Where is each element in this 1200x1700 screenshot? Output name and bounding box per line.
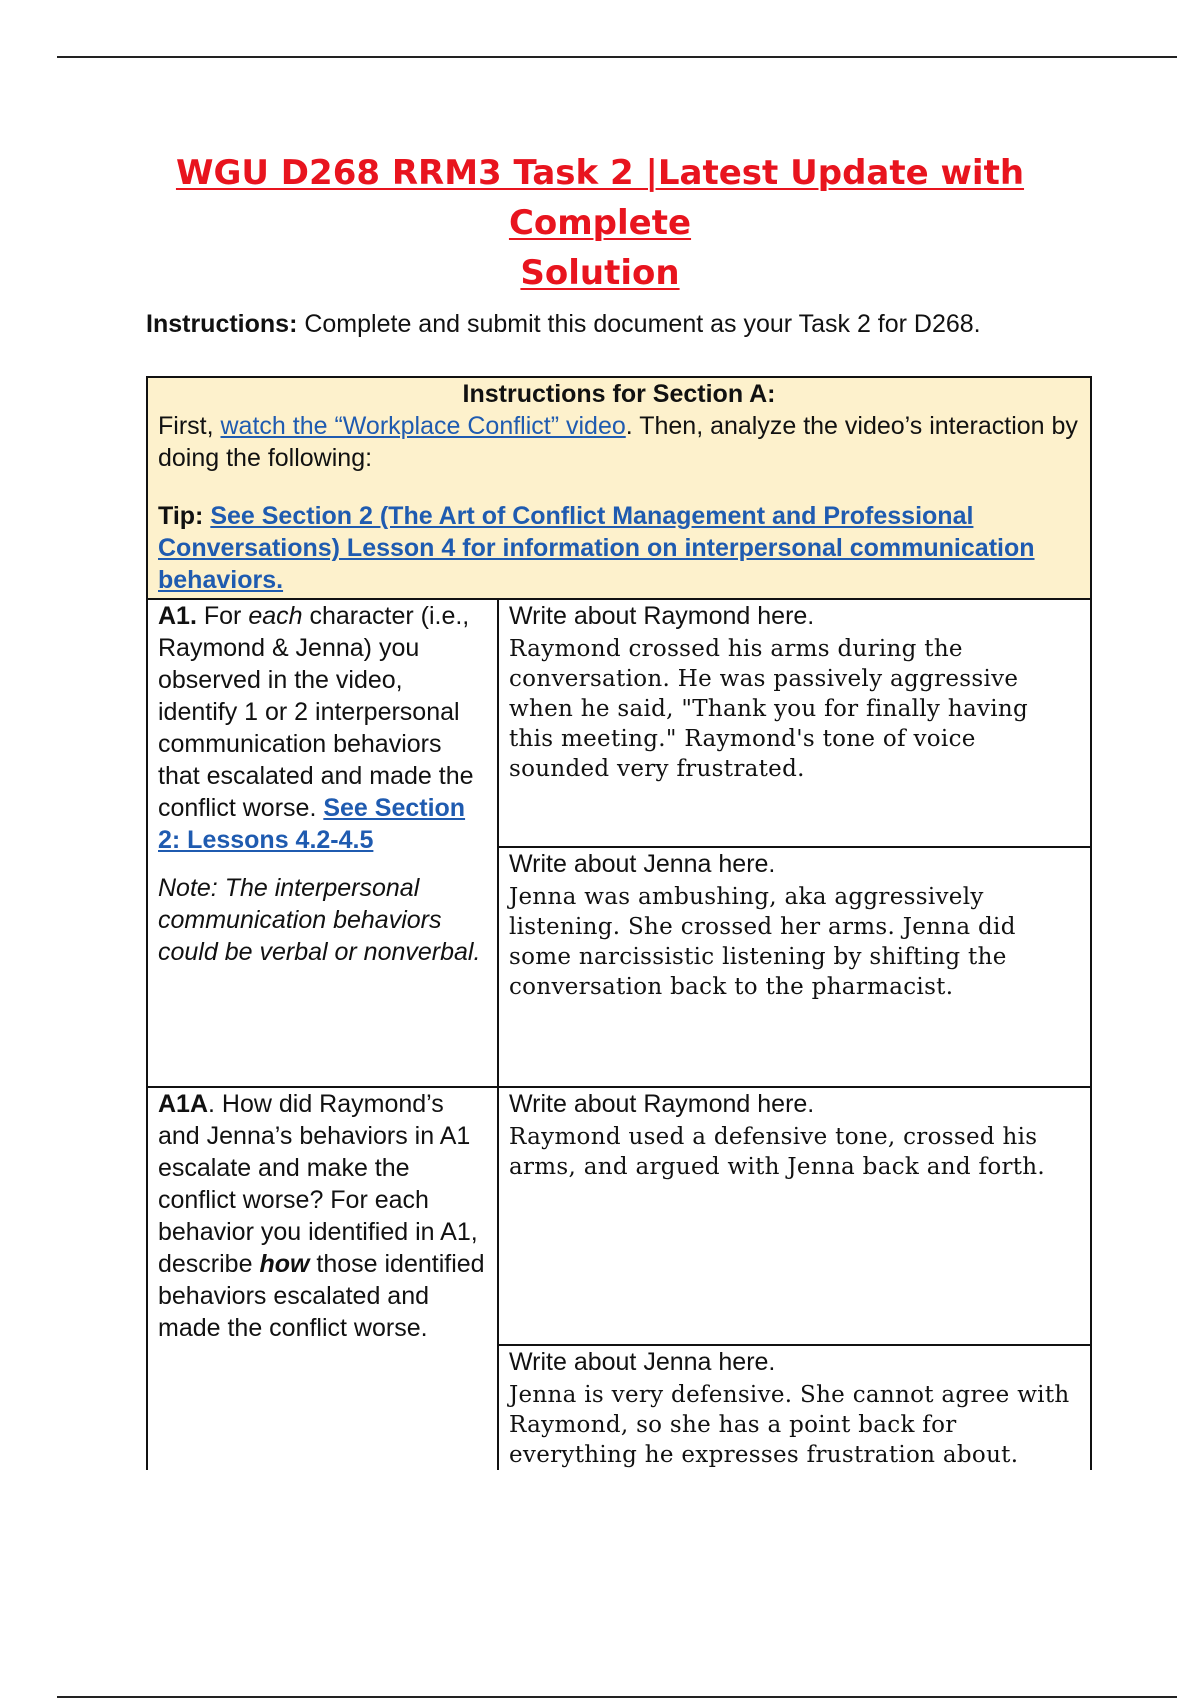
a1a-raymond-label: Write about Raymond here.: [509, 1090, 815, 1118]
document-title: [100, 148, 1100, 298]
a1a-jenna-answer[interactable]: Jenna is very defensive. She cannot agree with Raymond, so she has a point back for everything he expresses frustration about.: [509, 1382, 1070, 1468]
section-a-row: [147, 377, 1091, 599]
a1-question: [158, 600, 487, 856]
workplace-conflict-video-link[interactable]: watch the “Workplace Conflict” video: [220, 412, 626, 440]
a1-prompt: [147, 599, 498, 1087]
a1-label: A1.: [158, 602, 197, 630]
a1a-raymond-row: [147, 1087, 1091, 1345]
a1-raymond-label: Write about Raymond here.: [509, 602, 815, 630]
instructions-paragraph: [146, 308, 1046, 340]
a1-raymond-answer[interactable]: Raymond crossed his arms during the conversation. He was passively aggressive when he said, "Thank you for finally having this meeting." Raymond's tone of voice sounded very frustrated.: [509, 636, 1029, 782]
header-rule: [57, 56, 1177, 58]
a1a-text-pre: . How did Raymond’s and Jenna’s behaviors in A1 escalate and make the conflict worse? For each behavior you identified in A1, describe: [158, 1090, 478, 1278]
a1a-prompt: [147, 1087, 498, 1470]
a1-jenna-cell: [498, 847, 1091, 1087]
task-table: [146, 376, 1092, 1470]
instructions-text: Complete and submit this document as your Task 2 for D268.: [297, 310, 981, 338]
a1a-text-post: those identified behaviors escalated and made the conflict worse.: [158, 1250, 485, 1342]
a1-text-pre: For: [196, 602, 249, 630]
instructions-label: Instructions:: [146, 310, 298, 338]
a1-raymond-row: [147, 599, 1091, 847]
a1-lessons-link[interactable]: See Section 2: Lessons 4.2-4.5: [158, 794, 466, 854]
tip-link[interactable]: See Section 2 (The Art of Conflict Management and Professional Conversations) Lesson 4 for information on interpersonal communication behaviors.: [158, 502, 1035, 594]
a1-jenna-label: Write about Jenna here.: [509, 850, 776, 878]
a1a-jenna-cell: [498, 1345, 1091, 1470]
title-line-1: WGU D268 RRM3 Task 2 |Latest Update with Complete: [175, 153, 1025, 243]
a1a-label: A1A: [158, 1090, 209, 1118]
section-a-heading: Instructions for Section A:: [462, 380, 776, 408]
a1-note: Note: The interpersonal communication behaviors could be verbal or nonverbal.: [158, 874, 481, 966]
intro-post: . Then, analyze the video’s interaction by doing the following:: [158, 412, 1078, 472]
a1-jenna-answer[interactable]: Jenna was ambushing, aka aggressively listening. She crossed her arms. Jenna did some narcissistic listening by shifting the conversation back to the pharmacist.: [509, 884, 1016, 1000]
title-line-2: Solution: [520, 253, 680, 293]
section-a-instructions: [147, 377, 1091, 599]
a1a-text-em: how: [259, 1250, 310, 1278]
a1-raymond-cell: [498, 599, 1091, 847]
footer-rule: [57, 1696, 1177, 1698]
a1a-raymond-answer[interactable]: Raymond used a defensive tone, crossed his arms, and argued with Jenna back and forth.: [509, 1124, 1046, 1180]
a1-text-post: character (i.e., Raymond & Jenna) you observed in the video, identify 1 or 2 interpersonal communication behaviors that escalated and made the conflict worse.: [158, 602, 474, 822]
a1a-raymond-cell: [498, 1087, 1091, 1345]
a1a-jenna-label: Write about Jenna here.: [509, 1348, 776, 1376]
a1-text-em: each: [248, 602, 303, 630]
intro-pre: First,: [158, 412, 221, 440]
tip-label: Tip:: [158, 502, 204, 530]
a1a-question: [158, 1088, 487, 1344]
section-a-tip: [158, 500, 1080, 596]
section-a-intro: [158, 410, 1080, 474]
